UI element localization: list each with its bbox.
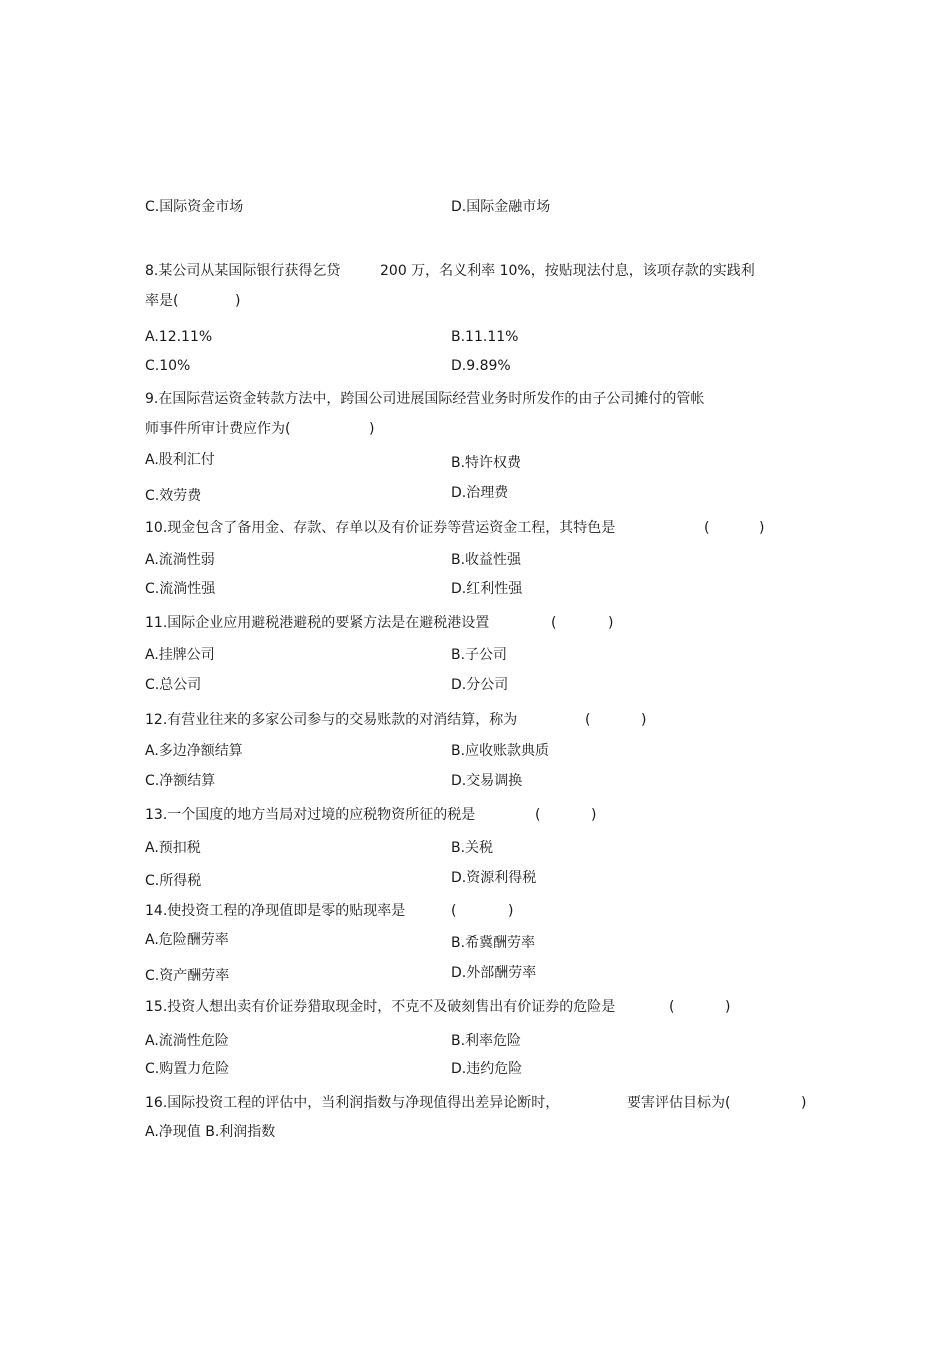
q12-paren-right: ) xyxy=(641,712,647,728)
q10-paren-right: ) xyxy=(759,520,765,536)
q14-option-b: B.希冀酬劳率 xyxy=(451,935,536,951)
q11-option-b: B.子公司 xyxy=(451,647,508,663)
q12-option-a: A.多边净额结算 xyxy=(145,743,243,759)
q14-paren-right: ) xyxy=(508,903,514,919)
q10-option-d: D.红利性强 xyxy=(451,581,523,597)
q9-stem-line2: 师事件所审计费应作为( xyxy=(145,421,291,437)
q11-paren-left: ( xyxy=(551,615,557,631)
q8-stem-line2: 率是( xyxy=(145,293,179,309)
q13-option-c: C.所得税 xyxy=(145,873,202,889)
q10-option-c: C.流淌性强 xyxy=(145,581,216,597)
q7-option-c: C.国际资金市场 xyxy=(145,199,244,215)
q8-option-b: B.11.11% xyxy=(451,329,519,345)
q16-stem-paren: ) xyxy=(801,1095,807,1111)
q9-stem-line1: 9.在国际营运资金转款方法中，跨国公司进展国际经营业务时所发作的由子公司摊付的管帐 xyxy=(145,391,705,407)
q7-option-d: D.国际金融市场 xyxy=(451,199,551,215)
q16-options-ab: A.净现值 B.利润指数 xyxy=(145,1124,276,1140)
q16-stem-b: 要害评估目标为( xyxy=(627,1095,731,1111)
q8-stem-line1b: 200 万，名义利率 10%，按贴现法付息，该项存款的实践利 xyxy=(380,263,755,279)
q9-option-a: A.股利汇付 xyxy=(145,452,215,468)
q15-option-a: A.流淌性危险 xyxy=(145,1033,229,1049)
q12-stem: 12.有营业往来的多家公司参与的交易账款的对消结算，称为 xyxy=(145,712,518,728)
q11-stem: 11.国际企业应用避税港避税的要紧方法是在避税港设置 xyxy=(145,615,490,631)
q14-option-c: C.资产酬劳率 xyxy=(145,968,230,984)
q9-option-c: C.效劳费 xyxy=(145,488,202,504)
q13-option-b: B.关税 xyxy=(451,840,494,856)
q8-option-a: A.12.11% xyxy=(145,329,213,345)
q11-paren-right: ) xyxy=(608,615,614,631)
q10-paren-left: ( xyxy=(704,520,710,536)
q11-option-a: A.挂牌公司 xyxy=(145,647,215,663)
q13-paren-right: ) xyxy=(591,807,597,823)
q9-stem-paren: ) xyxy=(369,421,375,437)
q13-option-d: D.资源利得税 xyxy=(451,870,537,886)
q9-option-d: D.治理费 xyxy=(451,485,509,501)
q8-option-c: C.10% xyxy=(145,358,191,374)
q8-stem-line1a: 8.某公司从某国际银行获得乞贷 xyxy=(145,263,341,279)
q14-paren-left: ( xyxy=(451,903,457,919)
q13-paren-left: ( xyxy=(535,807,541,823)
q15-stem: 15.投资人想出卖有价证券猎取现金时，不克不及破刻售出有价证券的危险是 xyxy=(145,999,616,1015)
q15-option-c: C.购置力危险 xyxy=(145,1061,230,1077)
q13-option-a: A.预扣税 xyxy=(145,840,201,856)
q14-option-d: D.外部酬劳率 xyxy=(451,965,537,981)
q10-option-a: A.流淌性弱 xyxy=(145,552,215,568)
q12-option-b: B.应收账款典质 xyxy=(451,743,550,759)
q14-stem: 14.使投资工程的净现值即是零的贴现率是 xyxy=(145,903,406,919)
q11-option-d: D.分公司 xyxy=(451,677,509,693)
q8-stem-paren: ) xyxy=(235,293,241,309)
q8-option-d: D.9.89% xyxy=(451,358,511,374)
q9-option-b: B.特许权费 xyxy=(451,455,522,471)
q16-stem-a: 16.国际投资工程的评估中，当利润指数与净现值得出差异论断时， xyxy=(145,1095,560,1111)
q15-paren-right: ) xyxy=(725,999,731,1015)
q13-stem: 13.一个国度的地方当局对过境的应税物资所征的税是 xyxy=(145,807,476,823)
q12-paren-left: ( xyxy=(585,712,591,728)
q15-paren-left: ( xyxy=(669,999,675,1015)
q10-stem: 10.现金包含了备用金、存款、存单以及有价证券等营运资金工程，其特色是 xyxy=(145,520,616,536)
q15-option-b: B.利率危险 xyxy=(451,1033,522,1049)
q10-option-b: B.收益性强 xyxy=(451,552,522,568)
q15-option-d: D.违约危险 xyxy=(451,1061,523,1077)
q14-option-a: A.危险酬劳率 xyxy=(145,932,229,948)
q12-option-c: C.净额结算 xyxy=(145,773,216,789)
q11-option-c: C.总公司 xyxy=(145,677,202,693)
q12-option-d: D.交易调换 xyxy=(451,773,523,789)
